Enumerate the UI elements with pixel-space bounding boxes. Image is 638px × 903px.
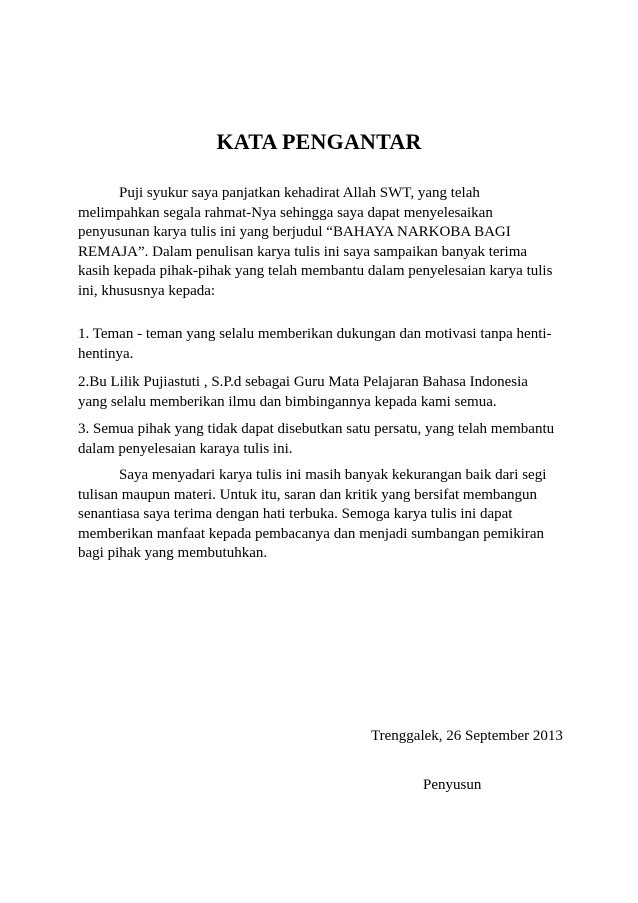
list-item xyxy=(78,325,568,364)
list-item-line: 2.Bu Lilik Pujiastuti , S.P.d sebagai Guru Mata Pelajaran Bahasa Indonesia xyxy=(78,374,528,390)
paragraph-line: penyusunan karya tulis ini yang berjudul “BAHAYA NARKOBA BAGI xyxy=(78,224,511,241)
list-item-line: yang selalu memberikan ilmu dan bimbingannya kepada kami semua. xyxy=(78,393,497,410)
paragraph-line: Puji syukur saya panjatkan kehadirat Allah SWT, yang telah xyxy=(119,185,480,201)
paragraph-line: Saya menyadari karya tulis ini masih banyak kekurangan baik dari segi xyxy=(119,467,547,483)
paragraph-line: kasih kepada pihak-pihak yang telah membantu dalam penyelesaian karya tulis xyxy=(78,263,553,280)
list-item-line: 3. Semua pihak yang tidak dapat disebutkan satu persatu, yang telah membantu xyxy=(78,421,555,437)
paragraph-line: memberikan manfaat kepada pembacanya dan menjadi sumbangan pemikiran xyxy=(78,525,545,542)
paragraph-line: tulisan maupun materi. Untuk itu, saran dan kritik yang bersifat membangun xyxy=(78,486,538,503)
paragraph-line: bagi pihak yang membutuhkan. xyxy=(78,545,268,562)
author-signature: Penyusun xyxy=(423,777,482,793)
list-item-line: dalam penyelesaian karaya tulis ini. xyxy=(78,440,293,457)
place-and-date: Trenggalek, 26 September 2013 xyxy=(371,728,563,744)
paragraph-line: ini, khususnya kepada: xyxy=(78,282,216,299)
paragraph-line: senantiasa saya terima dengan hati terbuka. Semoga karya tulis ini dapat xyxy=(78,506,513,523)
list-item-line: 1. Teman - teman yang selalu memberikan dukungan dan motivasi tanpa henti- xyxy=(78,326,552,342)
paragraph-line: melimpahkan segala rahmat-Nya sehingga saya dapat menyelesaikan xyxy=(78,204,493,221)
list-item xyxy=(78,373,568,412)
list-item-line: hentinya. xyxy=(78,345,134,362)
closing-paragraph xyxy=(78,466,568,564)
list-item xyxy=(78,420,568,459)
opening-paragraph xyxy=(78,184,568,302)
page-title: KATA PENGANTAR xyxy=(216,129,422,154)
paragraph-line: REMAJA”. Dalam penulisan karya tulis ini saya sampaikan banyak terima xyxy=(78,243,528,260)
